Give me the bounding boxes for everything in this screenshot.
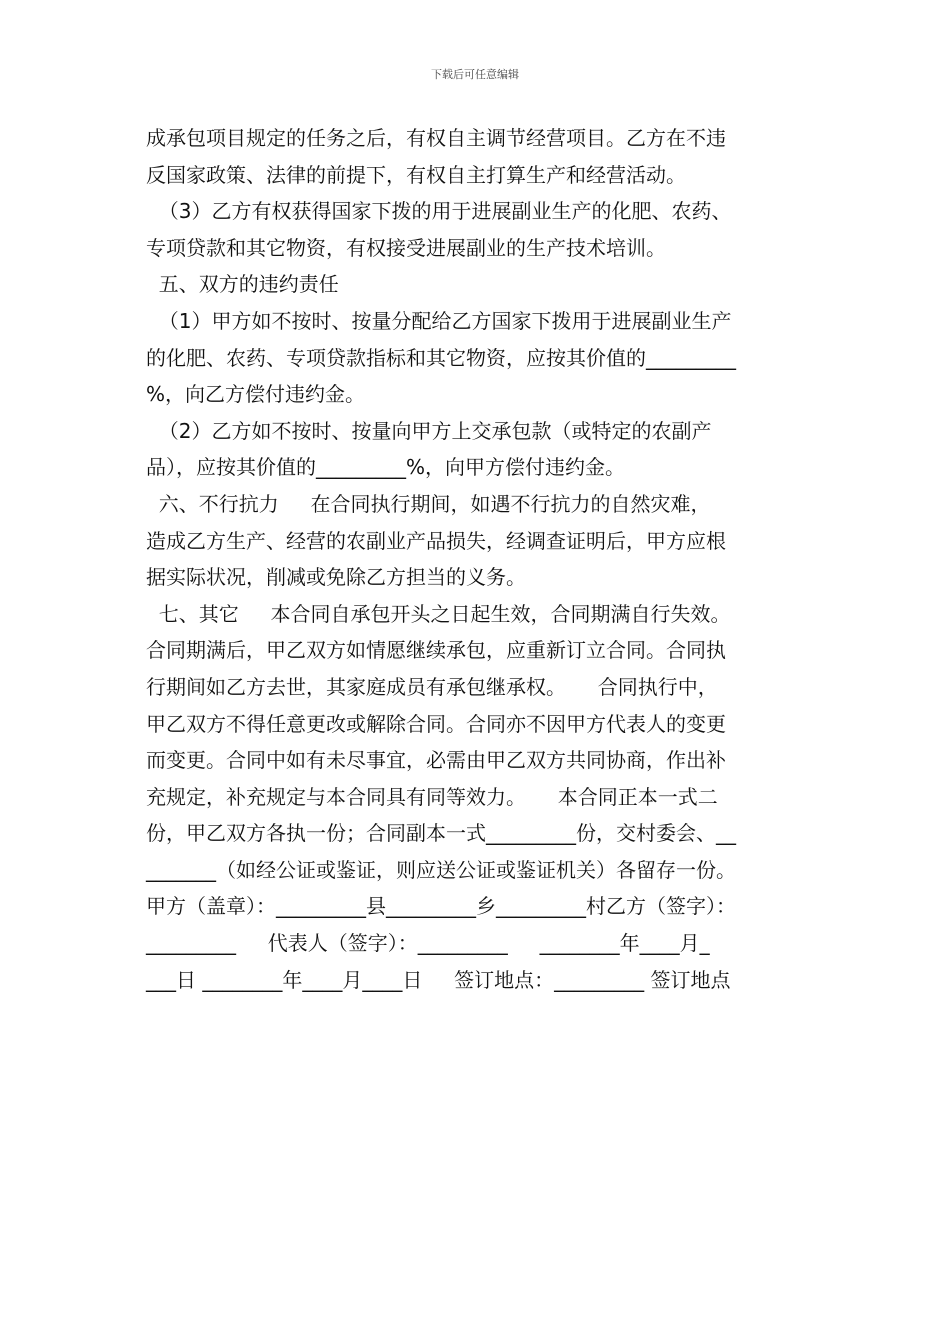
text-line: 专项贷款和其它物资，有权接受进展副业的生产技术培训。 [146, 235, 666, 260]
text-line: %，向乙方偿付违约金。 [146, 382, 366, 407]
text-line: 造成乙方生产、经营的农副业产品损失，经调查证明后，甲方应根 [146, 528, 726, 553]
text-line: ___日 ________年____月____日 签订地点：_________ 签订地点 [146, 967, 731, 992]
text-line: _______（如经公证或鉴证，则应送公证或鉴证机关）各留存一份。 [146, 857, 736, 882]
text-line: 甲乙双方不得任意更改或解除合同。合同亦不因甲方代表人的变更 [146, 711, 726, 736]
text-line: 甲方（盖章）：_________县_________乡_________村乙方（签字）： [146, 894, 736, 919]
text-line: 据实际状况，削减或免除乙方担当的义务。 [146, 565, 526, 590]
text-line: （1）甲方如不按时、按量分配给乙方国家下拨用于进展副业生产 [146, 308, 732, 333]
text-line: 五、双方的违约责任 [146, 272, 339, 297]
text-line: 而变更。合同中如有未尽事宜，必需由甲乙双方共同协商，作出补 [146, 748, 726, 773]
text-line: 七、其它 本合同自承包开头之日起生效，合同期满自行失效。 [146, 601, 731, 626]
contract-body [146, 120, 836, 998]
text-line: （2）乙方如不按时、按量向甲方上交承包款（或特定的农副产 [146, 418, 712, 443]
page-header: 下载后可任意编辑 [431, 68, 519, 81]
text-line: 充规定，补充规定与本合同具有同等效力。 本合同正本一式二 [146, 784, 718, 809]
text-line: 份，甲乙双方各执一份；合同副本一式_________份，交村委会、__ [146, 821, 736, 846]
text-line: （3）乙方有权获得国家下拨的用于进展副业生产的化肥、农药、 [146, 199, 732, 224]
text-line: 六、不行抗力 在合同执行期间，如遇不行抗力的自然灾难， [146, 491, 711, 516]
text-line: 反国家政策、法律的前提下，有权自主打算生产和经营活动。 [146, 162, 686, 187]
text-line: 的化肥、农药、专项贷款指标和其它物资，应按其价值的_________ [146, 345, 736, 370]
text-line: 品），应按其价值的_________%，向甲方偿付违约金。 [146, 455, 626, 480]
text-line: 行期间如乙方去世，其家庭成员有承包继承权。 合同执行中， [146, 674, 718, 699]
text-line: 合同期满后，甲乙双方如情愿继续承包，应重新订立合同。合同执 [146, 638, 726, 663]
text-line: _________ 代表人（签字）：_________ ________年____月_ [146, 931, 710, 956]
text-line: 成承包项目规定的任务之后，有权自主调节经营项目。乙方在不违 [146, 126, 726, 150]
